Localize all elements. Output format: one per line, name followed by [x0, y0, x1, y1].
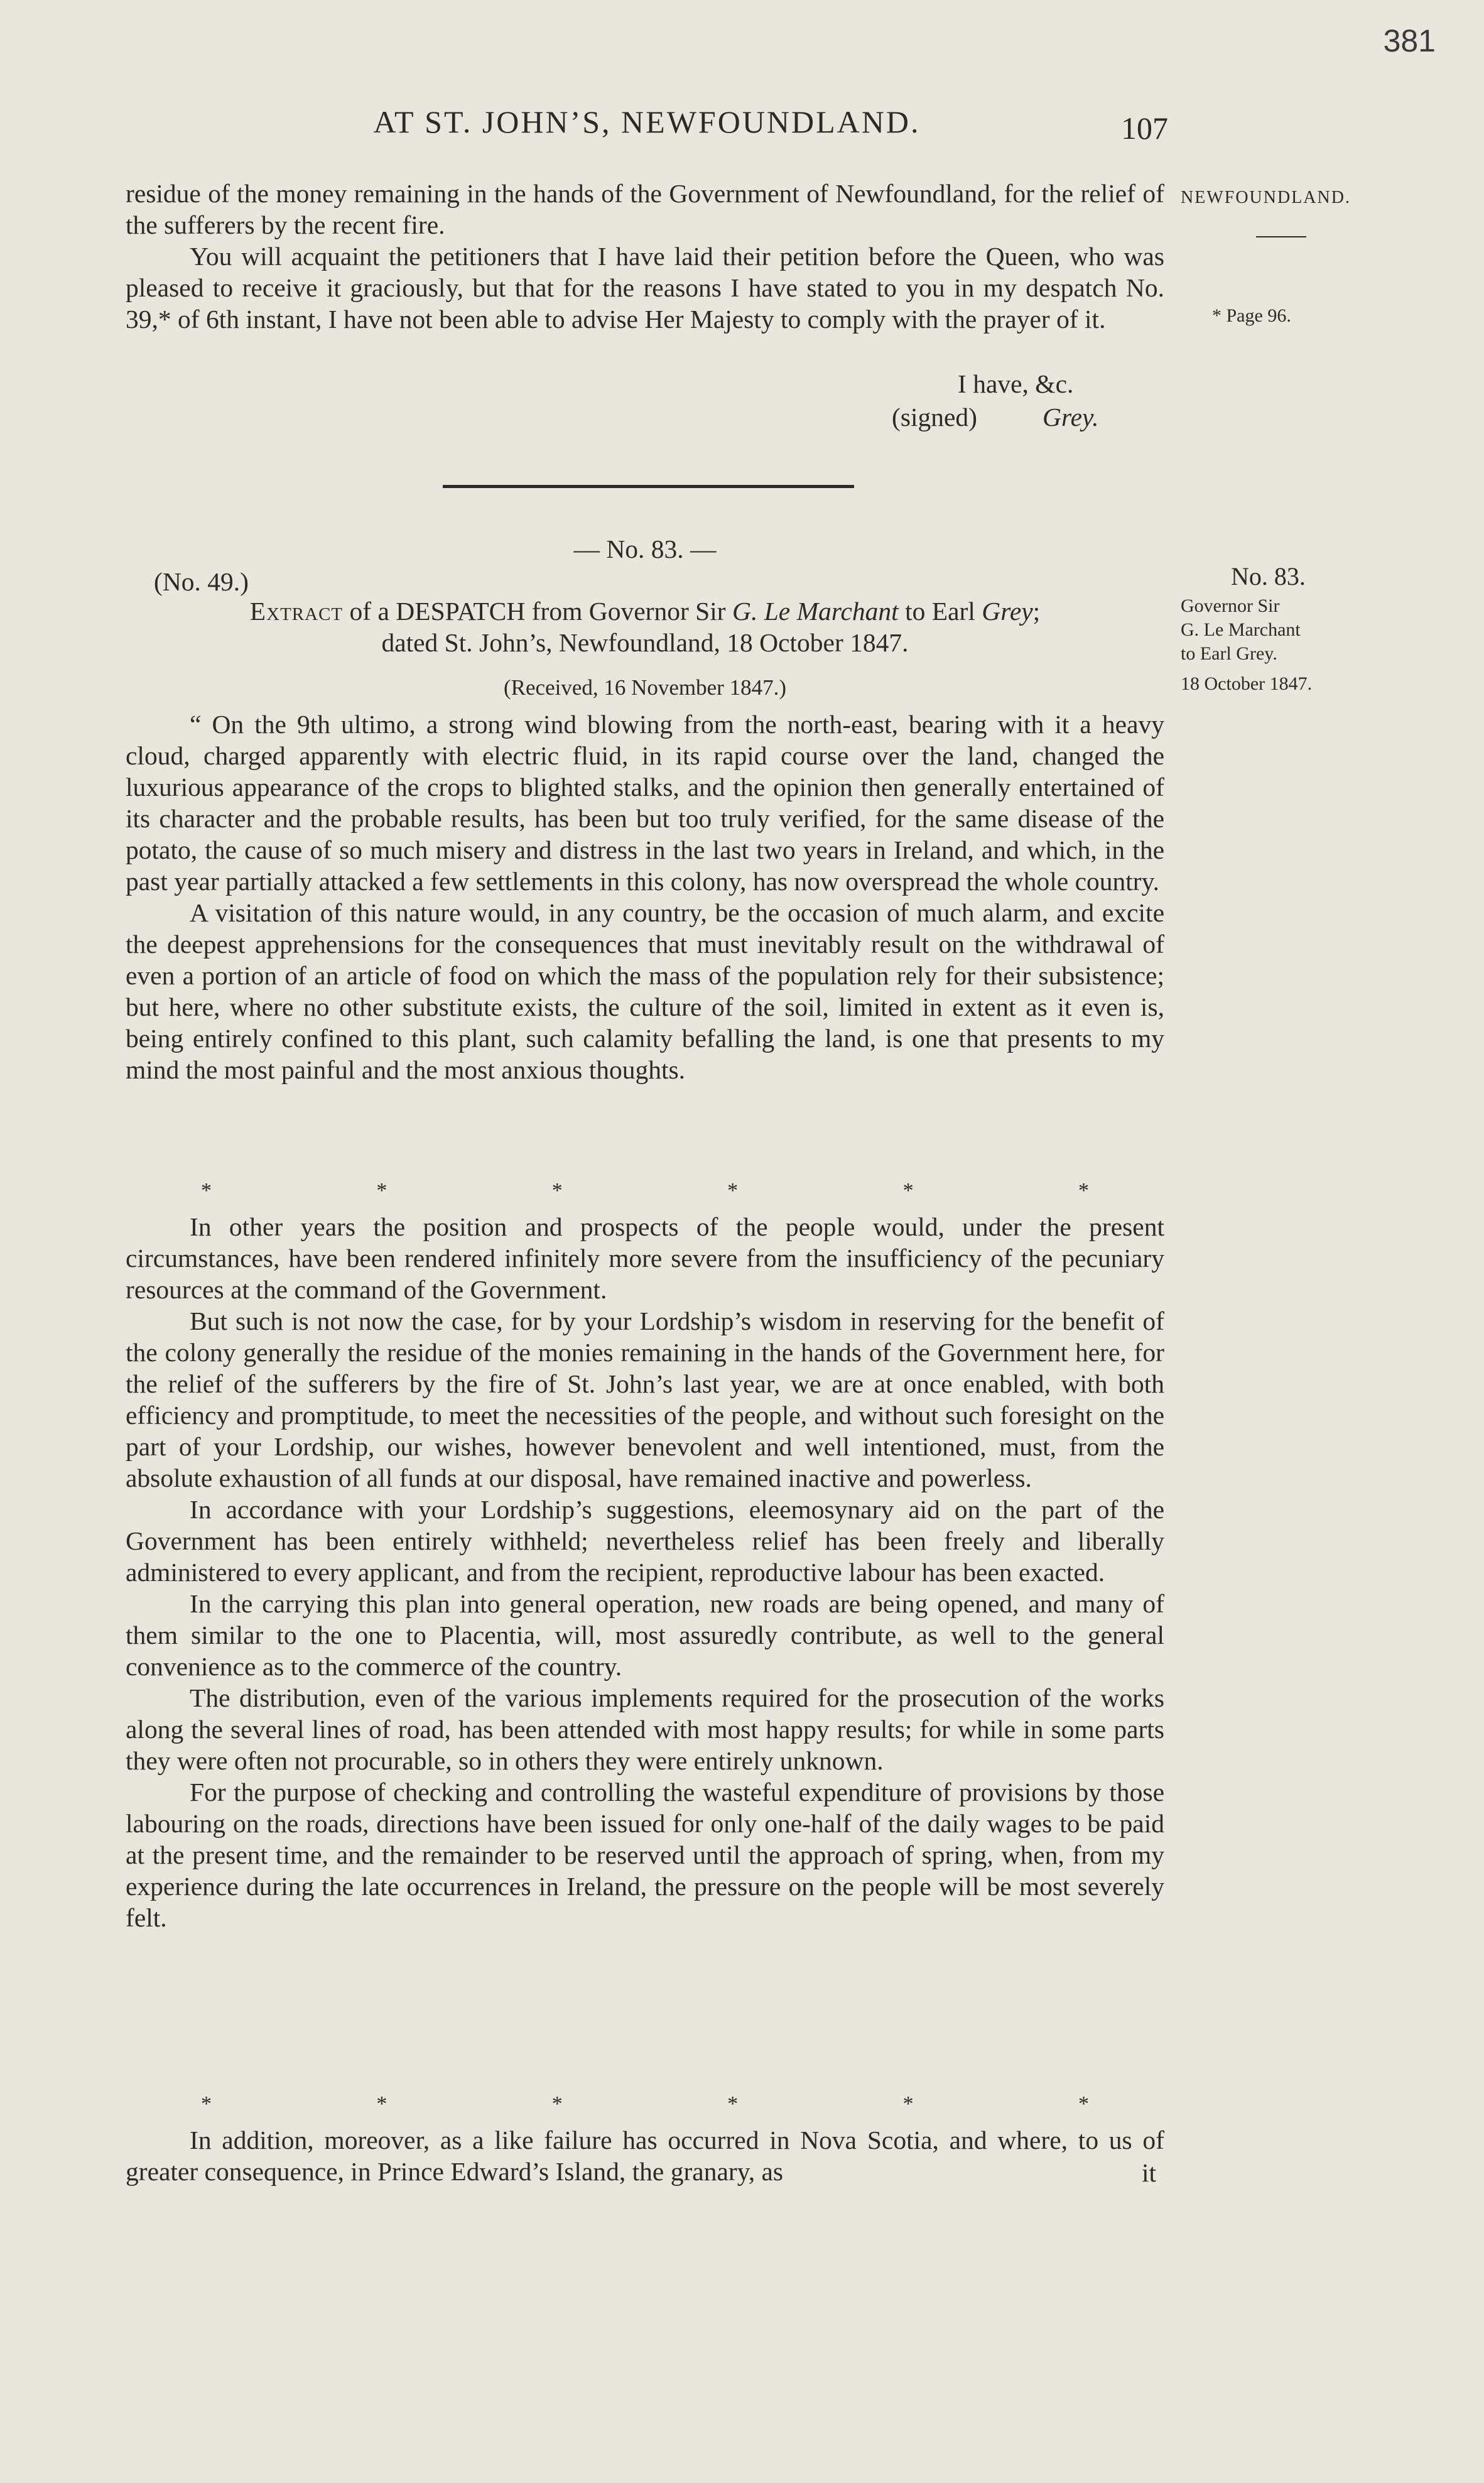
star-mark: *: [727, 1179, 739, 1202]
closing-phrase: I have, &c.: [958, 369, 1074, 398]
heading-to: to Earl: [905, 597, 975, 626]
paragraph: You will acquaint the petitioners that I have laid their petition before the Queen, who was pleased to receive it graciously, but that for the reasons I have stated to you in my despatch No. 39,* of 6th instant, I have not been able to advise Her Majesty to comply with the prayer of it.: [126, 242, 1164, 334]
paragraph: For the purpose of checking and controlling the wasteful expenditure of provisions by those labouring on the roads, directions have been issued for only one-half of the daily wages to be paid at the present time, and the remainder to be reserved until the approach of spring, when, from my experience during the late occurrences in Ireland, the pressure on the people will be most severely felt.: [126, 1778, 1164, 1932]
margin-entry-line-3: to Earl Grey.: [1181, 643, 1277, 664]
star-mark: *: [551, 2092, 563, 2116]
paragraph: “ On the 9th ultimo, a strong wind blowing from the north-east, bearing with it a heavy cloud, charged apparently with electric fluid, in its rapid course over the land, changed the luxurious appearance of the crops to blighted stalks, and the opinion then generally entertained of its character and the probable results, has been but too truly verified, for the same disease of the potato, the cause of so much misery and distress in the last two years in Ireland, and which, in the past year partially attacked a few settlements in this colony, has now overspread the whole country.: [126, 710, 1164, 896]
margin-entry-number: No. 83.: [1231, 562, 1306, 590]
archive-page-number: 381: [1383, 23, 1436, 58]
margin-entry-date: 18 October 1847.: [1181, 673, 1313, 694]
margin-entry-line-1: Governor Sir: [1181, 595, 1280, 616]
despatch-heading-line-2: dated St. John’s, Newfoundland, 18 October 1847.: [381, 628, 909, 657]
received-date: (Received, 16 November 1847.): [504, 675, 786, 700]
star-mark: *: [201, 2092, 212, 2116]
paragraph: In accordance with your Lordship’s suggestions, eleemosynary aid on the part of the Government has been entirely withheld; nevertheless relief has been freely and liberally administered to every applicant, and from the recipient, reproductive labour has been exacted.: [126, 1495, 1164, 1587]
star-mark: *: [727, 2092, 739, 2116]
catchword: it: [1142, 2158, 1157, 2187]
margin-colony: NEWFOUNDLAND.: [1181, 188, 1351, 207]
heading-extract: Extract: [249, 597, 344, 626]
paragraph: The distribution, even of the various implements required for the prosecution of the works along the several lines of road, has been attended with most happy results; for while in some parts they were often not procurable, so in others they were entirely unknown.: [126, 1683, 1164, 1775]
despatch-heading: [126, 595, 1164, 658]
heading-recipient: Grey: [982, 597, 1033, 626]
paragraph: But such is not now the case, for by your Lordship’s wisdom in reserving for the benefit of the colony generally the residue of the monies remaining in the hands of the Government here, for the relief of the sufferers by the fire of St. John’s last year, we are at once enabled, with both efficiency and promptitude, to meet the necessities of the people, and without such foresight on the part of your Lordship, our wishes, however benevolent and well intentioned, must, from the absolute exhaustion of all funds at our disposal, have remained inactive and powerless.: [126, 1307, 1164, 1492]
ellipsis-stars-2: [126, 2092, 1164, 2117]
signed-label: (signed): [892, 403, 977, 432]
paragraph: A visitation of this nature would, in any country, be the occasion of much alarm, and excite the deepest apprehensions for the consequences that must inevitably result on the withdrawal of even a portion of an article of food on which the mass of the population rely for their subsistence; but here, where no other substitute exists, the culture of the soil, limited in extent as it even is, being entirely confined to this plant, such calamity befalling the land, is one that presents to my mind the most painful and the most anxious thoughts.: [126, 898, 1164, 1084]
section-divider: [443, 485, 854, 488]
heading-despatch: DESPATCH: [396, 597, 526, 626]
margin-entry-line-2: G. Le Marchant: [1181, 619, 1301, 640]
margin-page-reference: * Page 96.: [1212, 305, 1291, 326]
star-mark: *: [902, 2092, 914, 2116]
heading-from: from Governor Sir: [531, 597, 726, 626]
despatch-body-part-2: [126, 1211, 1164, 1933]
paragraph: In other years the position and prospects of the people would, under the present circumstances, have been rendered infinitely more severe from the insufficiency of the pecuniary resources at the command of the Government.: [126, 1212, 1164, 1304]
despatch-body-part-3: [126, 2124, 1164, 2187]
star-mark: *: [1078, 1179, 1089, 1202]
margin-rule: [1256, 236, 1306, 237]
heading-sender: G. Le Marchant: [732, 597, 899, 626]
entry-number: — No. 83. —: [573, 535, 717, 563]
paragraph: In the carrying this plan into general operation, new roads are being opened, and many of them similar to the one to Placentia, will, most assuredly contribute, as well to the general convenience as to the commerce of the country.: [126, 1589, 1164, 1681]
heading-word-of-a: of a: [349, 597, 389, 626]
despatch-body-part-1: [126, 709, 1164, 1085]
star-mark: *: [376, 1179, 387, 1202]
star-mark: *: [902, 1179, 914, 1202]
despatch-number: (No. 49.): [154, 567, 249, 596]
star-mark: *: [1078, 2092, 1089, 2116]
running-head-title: AT ST. JOHN’S, NEWFOUNDLAND.: [373, 104, 921, 139]
folio-number: 107: [1121, 111, 1168, 146]
star-mark: *: [376, 2092, 387, 2116]
despatch-heading-line-1: [126, 595, 1164, 627]
star-mark: *: [201, 1179, 212, 1202]
paragraph: In addition, moreover, as a like failure has occurred in Nova Scotia, and where, to us of greater consequence, in Prince Edward’s Island, the granary, as: [126, 2126, 1164, 2186]
ellipsis-stars-1: [126, 1178, 1164, 1203]
letter-continuation: [126, 178, 1164, 335]
running-head: [126, 104, 1168, 151]
star-mark: *: [551, 1179, 563, 1202]
heading-semicolon: ;: [1032, 597, 1041, 626]
paragraph: residue of the money remaining in the hands of the Government of Newfoundland, for the relief of the sufferers by the recent fire.: [126, 179, 1164, 239]
signature-name: Grey.: [1043, 403, 1099, 432]
